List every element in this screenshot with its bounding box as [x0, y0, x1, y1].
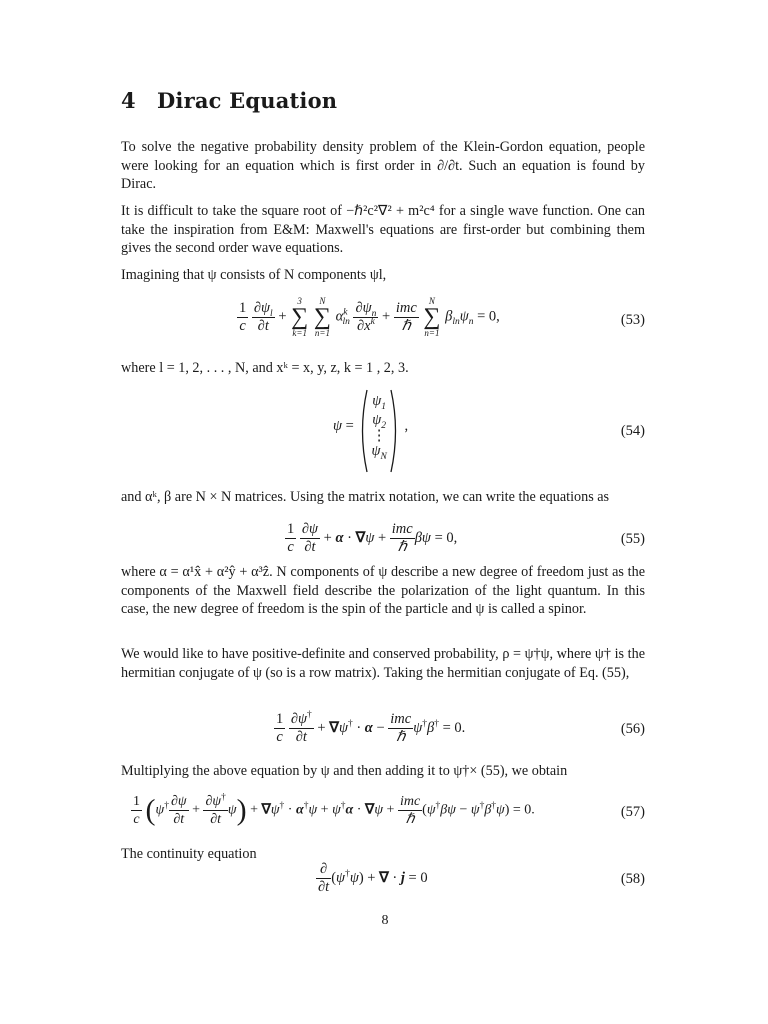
equation-56-body: $\frac{1}{c}$ $\frac{\partial\psi^\dagger}{\partial t}$ + ∇ψ† · α − $\frac{\text{imc}}{\text{ℏ}}$ ψ†β† = 0.: [276, 710, 466, 745]
section-title: Dirac Equation: [157, 88, 338, 113]
paragraph-matrices: and αᵏ, β are N × N matrices. Using the matrix notation, we can write the equations as: [121, 489, 610, 505]
equation-55-tag: (55): [620, 531, 645, 547]
equation-53-body: $\frac{1}{c}$ $\frac{\partial\psi_l}{\partial t}$ + 3 ∑ k=1 N ∑ n=1 $\alpha^k_{ln}$ $\frac{\partial\psi_n}{\partial x^k}$ + $\frac{\text{imc}}{\text{ℏ}}$ N ∑ n=1 $\beta_{ln}\psi_n = 0$,: [239, 296, 500, 338]
equation-56-tag: (56): [620, 721, 645, 737]
equation-54-body: ψ = $\psi_1$ $\psi_2$ ⋮ $\psi_N$ ,: [333, 392, 408, 461]
equation-57-tag: (57): [620, 804, 645, 820]
equation-57: [121, 793, 645, 835]
paragraph-index-range: where l = 1, 2, . . . , N, and xᵏ = x, y, z, k = 1 , 2, 3.: [121, 360, 409, 376]
paragraph-spinor: where α = α¹x̂ + α²ŷ + α³ẑ. N components of ψ describe a new degree of freedom just as the components of the Maxwell field describe the polarization of the light quantum. In this case, the new degree of freedom is the spin of the particle and ψ is called a spinor.: [121, 564, 645, 617]
equation-53: [121, 296, 645, 348]
equation-55: [121, 521, 645, 561]
paragraph-components: Imagining that ψ consists of N components ψl,: [121, 267, 387, 283]
equation-54-tag: (54): [620, 423, 645, 439]
paragraph-square-root: It is difficult to take the square root of −ℏ²c²∇² + m²c⁴ for a single wave function. One can take the inspiration from E&M: Maxwell's equations are first-order but combining them gives the second order wave equations.: [121, 203, 645, 256]
paragraph-intro: To solve the negative probability density problem of the Klein-Gordon equation, people were looking for an equation which is first order in ∂/∂t. Such an equation is found by Dirac.: [121, 139, 645, 192]
paragraph-multiplying: Multiplying the above equation by ψ and then adding it to ψ†× (55), we obtain: [121, 763, 568, 779]
page-number: 8: [381, 913, 389, 928]
paragraph-continuity: The continuity equation: [121, 846, 257, 862]
section-number: 4: [121, 88, 136, 113]
equation-54: [121, 392, 645, 474]
equation-55-body: $\frac{1}{c}$ $\frac{\partial\psi}{\partial t}$ + α · ∇ψ + $\frac{\text{imc}}{\text{ℏ}}$ βψ = 0,: [287, 521, 458, 555]
equation-58-tag: (58): [620, 871, 645, 887]
equation-58-body: $\frac{\partial}{\partial t}$ (ψ†ψ) + ∇ · j = 0: [318, 861, 428, 895]
spinor-column-matrix: $\psi_1$ $\psi_2$ ⋮ $\psi_N$: [357, 392, 400, 461]
equation-58: [121, 861, 645, 899]
equation-56: [121, 711, 645, 751]
equation-57-body: $\frac{1}{c}$ (ψ† $\frac{\partial\psi}{\partial t}$ + $\frac{\partial\psi^\dagger}{\partial t}$ ψ) + ∇ψ† · α†ψ + ψ†α · ∇ψ + $\frac{\text{imc}}{\text{ℏ}}$ (ψ†βψ − ψ†β†ψ) = 0.: [133, 792, 535, 827]
paragraph-probability: We would like to have positive-definite and conserved probability, ρ = ψ†ψ, where ψ† is the hermitian conjugate of ψ (so is a row matrix). Taking the hermitian conjugate of Eq. (55),: [121, 646, 645, 681]
equation-53-tag: (53): [620, 312, 645, 328]
section-heading: [121, 88, 337, 113]
